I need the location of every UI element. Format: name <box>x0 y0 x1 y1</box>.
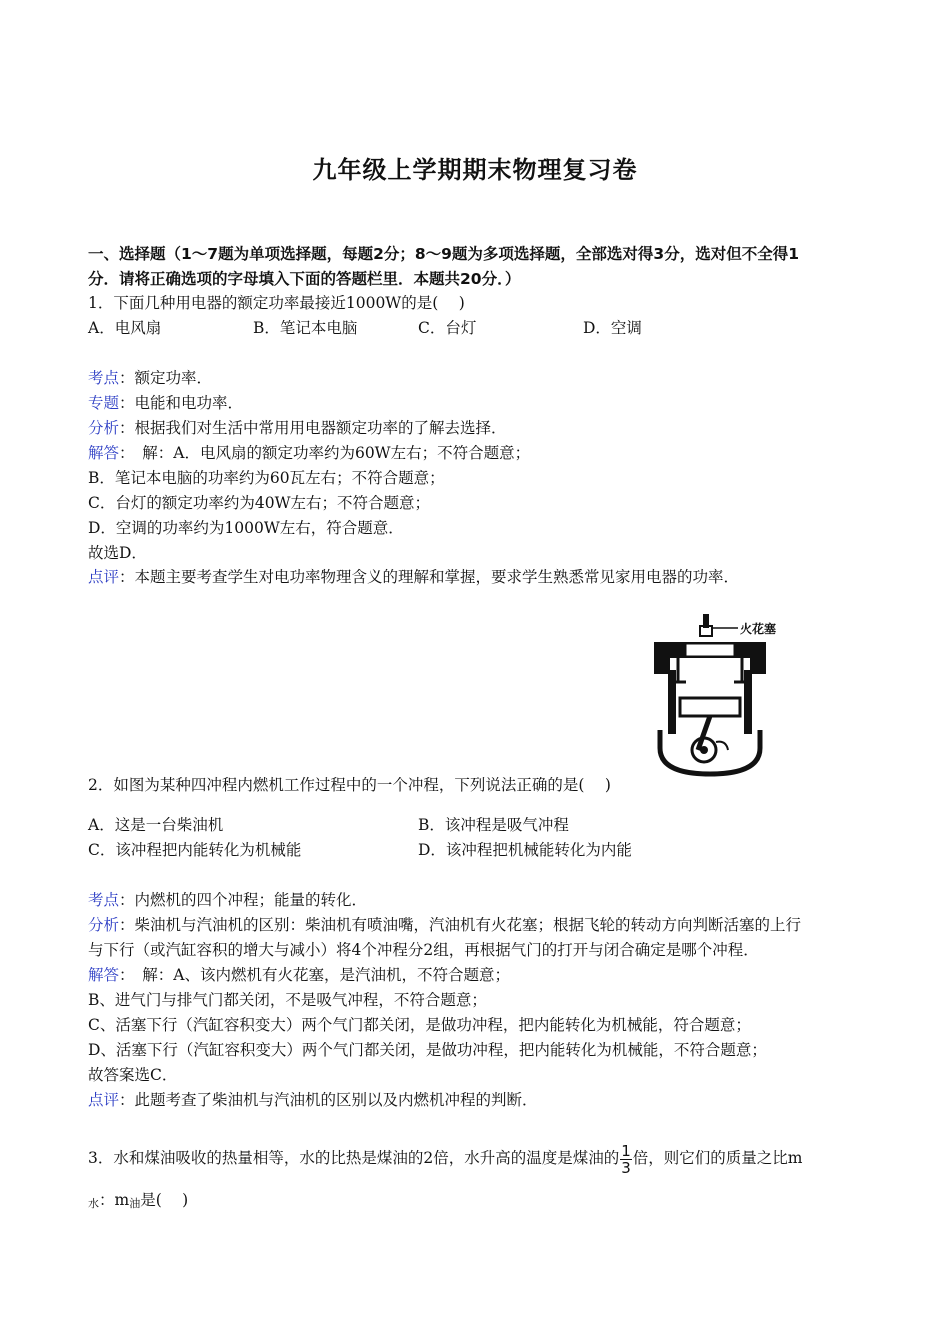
q1-zhuanti <box>88 393 243 413</box>
q1-dianping <box>88 567 739 587</box>
jieda-label: 解答 <box>88 444 120 462</box>
dianping-label: 点评 <box>88 568 120 586</box>
combustion-chamber <box>686 644 734 656</box>
q1-answer-line: B．笔记本电脑的功率约为60瓦左右；不符合题意； <box>88 469 445 487</box>
q3-stem-part1: 3．水和煤油吸收的热量相等，水的比热是煤油的2倍，水升高的温度是煤油的 <box>88 1149 620 1167</box>
q1-zhuanti-text: ：电能和电功率． <box>119 394 244 412</box>
q3-stem-continued <box>88 1190 188 1214</box>
section-header-line1: 一、选择题（1～7题为单项选择题，每题2分；8～9题为多项选择题，全部选对得3分，选对但不全得1 <box>88 245 799 263</box>
fraction-denominator: 3 <box>621 1158 631 1177</box>
q1-option-a: A．电风扇 <box>88 319 162 337</box>
rotation-arrow <box>716 742 728 750</box>
section-header-line2: 分．请将正确选项的字母填入下面的答题栏里．本题共20分．） <box>88 270 521 288</box>
cylinder-wall-left <box>668 670 676 734</box>
q2-option-b: B．该冲程是吸气冲程 <box>418 816 569 834</box>
piston <box>680 698 740 716</box>
engine-diagram <box>646 612 811 777</box>
subscript-water: 水 <box>88 1197 99 1210</box>
q1-answer-line: D．空调的功率约为1000W左右，符合题意． <box>88 519 404 537</box>
q1-stem: 1．下面几种用电器的额定功率最接近1000W的是( ) <box>88 294 465 312</box>
q1-fenxi <box>88 418 507 438</box>
q2-fenxi <box>88 915 801 935</box>
q3-stem <box>88 1140 802 1176</box>
fenxi-label: 分析 <box>88 916 120 934</box>
q1-option-b: B．笔记本电脑 <box>253 319 358 337</box>
q2-answer-line: C、活塞下行（汽缸容积变大）两个气门都关闭，是做功冲程，把内能转化为机械能，符合题意； <box>88 1016 751 1034</box>
kaodian-label: 考点 <box>88 369 120 387</box>
kaodian-label: 考点 <box>88 891 120 909</box>
dianping-label: 点评 <box>88 1091 120 1109</box>
q1-option-d: D．空调 <box>583 319 642 337</box>
q1-kaodian <box>88 368 212 388</box>
q1-fenxi-text: ：根据我们对生活中常用用电器额定功率的了解去选择． <box>119 419 507 437</box>
subscript-oil: 油 <box>129 1197 141 1210</box>
jieda-label: 解答 <box>88 966 120 984</box>
fraction-one-third <box>620 1143 632 1176</box>
q1-option-c: C．台灯 <box>418 319 477 337</box>
fenxi-label: 分析 <box>88 419 120 437</box>
q3-colon: ：m <box>99 1191 130 1209</box>
page-title: 九年级上学期期末物理复习卷 <box>312 156 638 184</box>
q2-stem: 2．如图为某种四冲程内燃机工作过程中的一个冲程，下列说法正确的是( ) <box>88 776 611 794</box>
q2-jieda <box>88 965 510 985</box>
cylinder-wall-right <box>744 670 752 734</box>
q1-dianping-text: ：本题主要考查学生对电功率物理含义的理解和掌握，要求学生熟悉常见家用电器的功率． <box>119 568 740 586</box>
q2-kaodian <box>88 890 367 910</box>
q2-answer-line: D、活塞下行（汽缸容积变大）两个气门都关闭，是做功冲程，把内能转化为机械能，不符合题意； <box>88 1041 767 1059</box>
q2-option-a: A．这是一台柴油机 <box>88 816 224 834</box>
q3-stem-part2: 倍，则它们的质量之比m <box>632 1149 803 1167</box>
q2-dianping-text: ：此题考查了柴油机与汽油机的区别以及内燃机冲程的判断． <box>119 1091 538 1109</box>
connecting-rod <box>698 716 710 750</box>
q1-jieda-text: ： 解：A．电风扇的额定功率约为60W左右；不符合题意； <box>119 444 531 462</box>
q2-answer-line: B、进气门与排气门都关闭，不是吸气冲程，不符合题意； <box>88 991 487 1009</box>
q2-answer-line: 故答案选C． <box>88 1066 178 1084</box>
q1-answer-line: 故选D． <box>88 544 147 562</box>
zhuanti-label: 专题 <box>88 394 120 412</box>
q2-option-c: C．该冲程把内能转化为机械能 <box>88 841 302 859</box>
q3-stem-end: 是( ) <box>140 1191 189 1209</box>
q1-answer-line: C．台灯的额定功率约为40W左右；不符合题意； <box>88 494 431 512</box>
crankcase <box>660 730 760 774</box>
q2-option-d: D．该冲程把机械能转化为内能 <box>418 841 632 859</box>
q2-fenxi-continued: 与下行（或汽缸容积的增大与减小）将4个冲程分2组，再根据气门的打开与闭合确定是哪个冲程． <box>88 941 759 959</box>
q1-kaodian-text: ：额定功率． <box>119 369 213 387</box>
q2-dianping <box>88 1090 538 1110</box>
crankshaft <box>700 746 708 754</box>
spark-plug-label: 火花塞 <box>740 622 777 636</box>
q2-fenxi-text: ：柴油机与汽油机的区别：柴油机有喷油嘴，汽油机有火花塞；根据飞轮的转动方向判断活塞的上行 <box>119 916 802 934</box>
q2-kaodian-text: ：内燃机的四个冲程；能量的转化． <box>119 891 368 909</box>
q2-jieda-text: ： 解：A、该内燃机有火花塞，是汽油机，不符合题意； <box>119 966 510 984</box>
q1-jieda <box>88 443 530 463</box>
fraction-numerator: 1 <box>621 1141 631 1160</box>
